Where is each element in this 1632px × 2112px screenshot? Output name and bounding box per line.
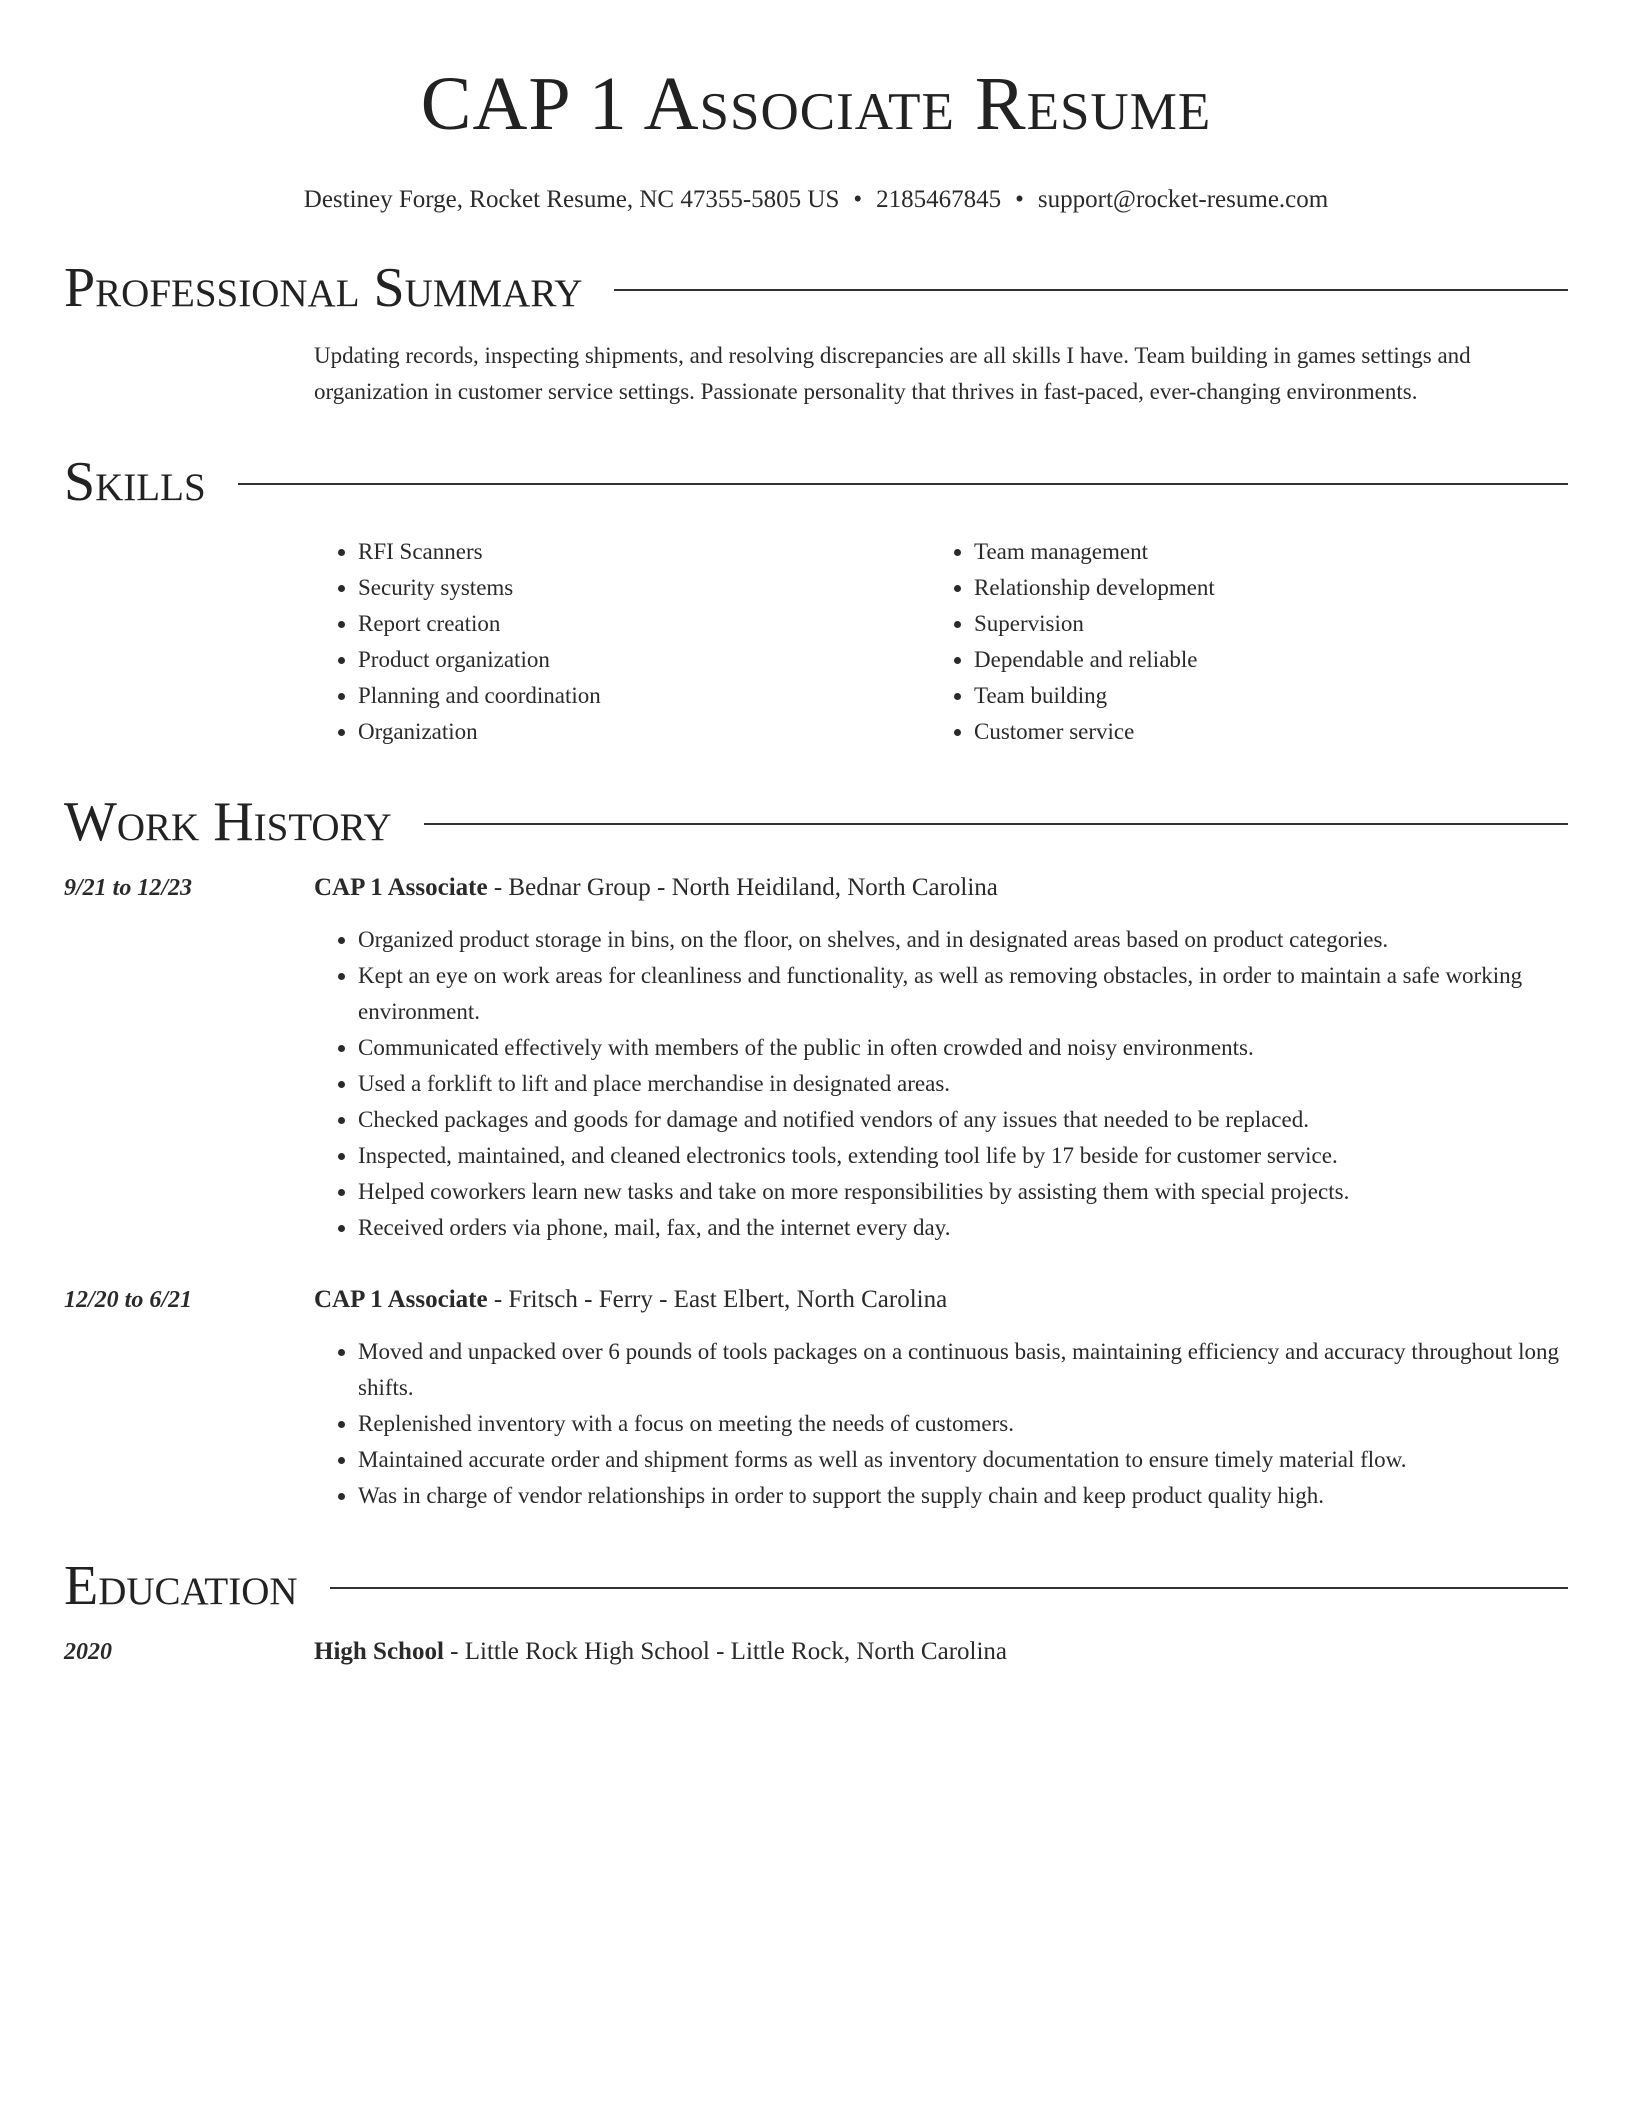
section-divider bbox=[238, 483, 1568, 485]
skill-item: • Supervision bbox=[974, 606, 1546, 642]
skill-item: • Organization bbox=[358, 714, 930, 750]
job-duties-list bbox=[314, 1334, 1568, 1514]
job-duty: • Helped coworkers learn new tasks and take on more responsibilities by assisting them with special projects. bbox=[358, 1174, 1568, 1210]
resume-title: CAP 1 Associate Resume bbox=[420, 62, 1212, 146]
job-duty: • Inspected, maintained, and cleaned electronics tools, extending tool life by 17 beside for customer service. bbox=[358, 1138, 1568, 1174]
section-divider bbox=[424, 823, 1568, 825]
skills-list-right bbox=[930, 534, 1546, 750]
job-duty: • Was in charge of vendor relationships in order to support the supply chain and keep product quality high. bbox=[358, 1478, 1568, 1514]
job-body bbox=[314, 1282, 1568, 1514]
skill-item: • Team management bbox=[974, 534, 1546, 570]
education-heading-line bbox=[314, 1634, 1568, 1670]
skill-item: • Report creation bbox=[358, 606, 930, 642]
education-school-location: - Little Rock High School - Little Rock, North Carolina bbox=[443, 1638, 1008, 1665]
skills-section-header bbox=[64, 450, 1568, 514]
skill-item: • Relationship development bbox=[974, 570, 1546, 606]
skill-item: • Team building bbox=[974, 678, 1546, 714]
education-heading: Education bbox=[64, 1555, 298, 1617]
skill-item: • Customer service bbox=[974, 714, 1546, 750]
contact-separator: • bbox=[1015, 186, 1024, 213]
skill-item: • RFI Scanners bbox=[358, 534, 930, 570]
education-section-header bbox=[64, 1554, 1568, 1618]
contact-line bbox=[64, 184, 1568, 216]
job-heading bbox=[314, 1282, 1568, 1318]
job-duty: • Maintained accurate order and shipment forms as well as inventory documentation to ensure timely material flow. bbox=[358, 1442, 1568, 1478]
job-body bbox=[314, 870, 1568, 1246]
job-dates: 9/21 to 12/23 bbox=[64, 875, 193, 901]
skills-grid bbox=[314, 534, 1568, 750]
job-duty: • Communicated effectively with members of the public in often crowded and noisy environments. bbox=[358, 1030, 1568, 1066]
job-duty: • Checked packages and goods for damage and notified vendors of any issues that needed to be replaced. bbox=[358, 1102, 1568, 1138]
job-duties-list bbox=[314, 922, 1568, 1246]
summary-section-header bbox=[64, 256, 1568, 320]
section-divider bbox=[614, 289, 1568, 291]
job-entry bbox=[64, 1282, 1568, 1514]
contact-phone: 2185467845 bbox=[876, 186, 1002, 213]
summary-text: Updating records, inspecting shipments, and resolving discrepancies are all skills I have. Team building in games settings and organization in customer service settings. Passionate personality that thrives in fast-paced, ever-changing environments. bbox=[314, 343, 1471, 404]
skill-item: • Product organization bbox=[358, 642, 930, 678]
section-divider bbox=[330, 1587, 1568, 1589]
education-body bbox=[314, 1634, 1568, 1670]
job-duty: • Organized product storage in bins, on the floor, on shelves, and in designated areas based on product categories. bbox=[358, 922, 1568, 958]
job-duty: • Used a forklift to lift and place merchandise in designated areas. bbox=[358, 1066, 1568, 1102]
skill-item: • Planning and coordination bbox=[358, 678, 930, 714]
job-title: CAP 1 Associate bbox=[314, 874, 488, 901]
work-section-header bbox=[64, 790, 1568, 854]
skills-heading: Skills bbox=[64, 451, 206, 513]
job-title: CAP 1 Associate bbox=[314, 1286, 488, 1313]
contact-email: support@rocket-resume.com bbox=[1037, 186, 1329, 213]
education-entry bbox=[64, 1634, 1568, 1670]
skill-item: • Security systems bbox=[358, 570, 930, 606]
job-entry bbox=[64, 870, 1568, 1246]
skill-item: • Dependable and reliable bbox=[974, 642, 1546, 678]
contact-separator: • bbox=[853, 186, 863, 213]
job-dates: 12/20 to 6/21 bbox=[64, 1287, 193, 1313]
work-heading: Work History bbox=[64, 791, 392, 853]
job-duty: • Replenished inventory with a focus on meeting the needs of customers. bbox=[358, 1406, 1568, 1442]
contact-address: Destiney Forge, Rocket Resume, NC 47355-5805 US bbox=[303, 186, 840, 213]
summary-heading: Professional Summary bbox=[64, 257, 583, 319]
skills-list-left bbox=[314, 534, 930, 750]
job-duty: • Kept an eye on work areas for cleanliness and functionality, as well as removing obstacles, in order to maintain a safe working environment. bbox=[358, 958, 1568, 1030]
job-duty: • Received orders via phone, mail, fax, and the internet every day. bbox=[358, 1210, 1568, 1246]
job-employer-location: - Fritsch - Ferry - East Elbert, North Carolina bbox=[487, 1286, 948, 1313]
education-year: 2020 bbox=[64, 1639, 112, 1665]
job-employer-location: - Bednar Group - North Heidiland, North Carolina bbox=[487, 874, 998, 901]
job-heading bbox=[314, 870, 1568, 906]
job-duty: • Moved and unpacked over 6 pounds of tools packages on a continuous basis, maintaining efficiency and accuracy throughout long shifts. bbox=[358, 1334, 1568, 1406]
education-degree: High School bbox=[314, 1638, 444, 1665]
